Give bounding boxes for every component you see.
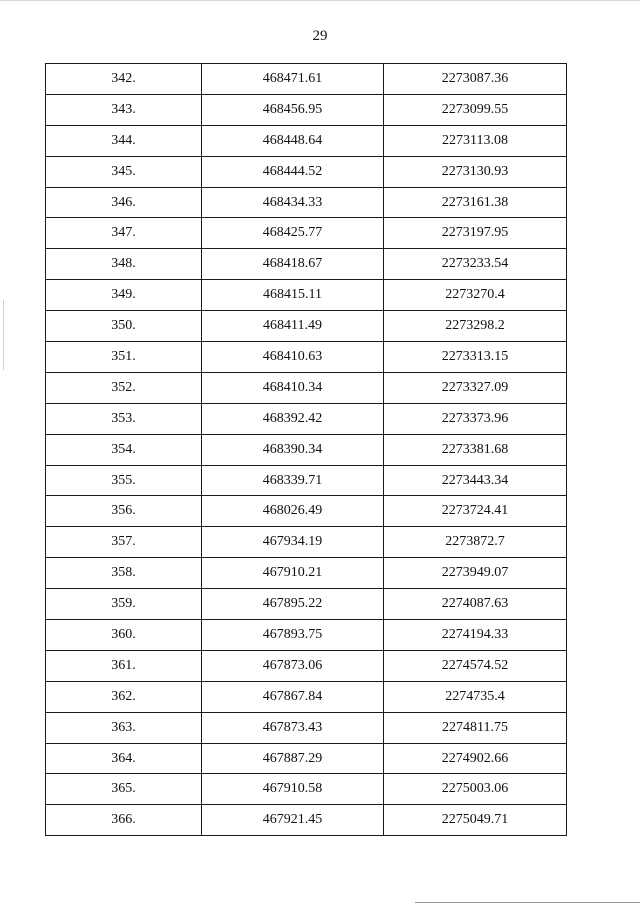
table-row <box>46 434 567 465</box>
x-coordinate-cell: 467921.45 <box>202 805 384 836</box>
x-coordinate-cell: 468411.49 <box>202 311 384 342</box>
x-coordinate-cell: 467910.21 <box>202 558 384 589</box>
table-row <box>46 681 567 712</box>
x-coordinate-cell: 468392.42 <box>202 403 384 434</box>
table-row <box>46 372 567 403</box>
x-coordinate-cell: 468390.34 <box>202 434 384 465</box>
table-row <box>46 558 567 589</box>
x-coordinate-cell: 468448.64 <box>202 125 384 156</box>
table-row <box>46 650 567 681</box>
point-number-cell: 343. <box>46 94 202 125</box>
table-row <box>46 620 567 651</box>
table-row <box>46 94 567 125</box>
y-coordinate-cell: 2273724.41 <box>384 496 567 527</box>
scan-bottom-mark <box>415 902 640 903</box>
point-number-cell: 346. <box>46 187 202 218</box>
y-coordinate-cell: 2273087.36 <box>384 64 567 95</box>
x-coordinate-cell: 467873.06 <box>202 650 384 681</box>
point-number-cell: 348. <box>46 249 202 280</box>
table-row <box>46 589 567 620</box>
point-number-cell: 355. <box>46 465 202 496</box>
y-coordinate-cell: 2274735.4 <box>384 681 567 712</box>
point-number-cell: 356. <box>46 496 202 527</box>
point-number-cell: 366. <box>46 805 202 836</box>
y-coordinate-cell: 2273113.08 <box>384 125 567 156</box>
y-coordinate-cell: 2273130.93 <box>384 156 567 187</box>
page-number: 29 <box>312 28 328 44</box>
y-coordinate-cell: 2274087.63 <box>384 589 567 620</box>
x-coordinate-cell: 468444.52 <box>202 156 384 187</box>
table-row <box>46 465 567 496</box>
y-coordinate-cell: 2273233.54 <box>384 249 567 280</box>
table-row <box>46 403 567 434</box>
x-coordinate-cell: 467873.43 <box>202 712 384 743</box>
point-number-cell: 352. <box>46 372 202 403</box>
x-coordinate-cell: 468415.11 <box>202 280 384 311</box>
table-row <box>46 125 567 156</box>
table-row <box>46 280 567 311</box>
point-number-cell: 354. <box>46 434 202 465</box>
x-coordinate-cell: 467893.75 <box>202 620 384 651</box>
table-row <box>46 805 567 836</box>
table-row <box>46 156 567 187</box>
table-row <box>46 342 567 373</box>
x-coordinate-cell: 467910.58 <box>202 774 384 805</box>
y-coordinate-cell: 2273197.95 <box>384 218 567 249</box>
point-number-cell: 359. <box>46 589 202 620</box>
point-number-cell: 351. <box>46 342 202 373</box>
x-coordinate-cell: 468410.63 <box>202 342 384 373</box>
x-coordinate-cell: 468434.33 <box>202 187 384 218</box>
table-row <box>46 712 567 743</box>
table-row <box>46 774 567 805</box>
y-coordinate-cell: 2273327.09 <box>384 372 567 403</box>
point-number-cell: 350. <box>46 311 202 342</box>
y-coordinate-cell: 2275049.71 <box>384 805 567 836</box>
x-coordinate-cell: 467887.29 <box>202 743 384 774</box>
y-coordinate-cell: 2273270.4 <box>384 280 567 311</box>
table-row <box>46 311 567 342</box>
y-coordinate-cell: 2273373.96 <box>384 403 567 434</box>
point-number-cell: 362. <box>46 681 202 712</box>
y-coordinate-cell: 2273298.2 <box>384 311 567 342</box>
point-number-cell: 345. <box>46 156 202 187</box>
x-coordinate-cell: 467895.22 <box>202 589 384 620</box>
y-coordinate-cell: 2273872.7 <box>384 527 567 558</box>
table-row <box>46 218 567 249</box>
scan-margin-mark <box>3 300 4 370</box>
x-coordinate-cell: 468410.34 <box>202 372 384 403</box>
point-number-cell: 358. <box>46 558 202 589</box>
page-top-edge <box>0 0 640 1</box>
y-coordinate-cell: 2273161.38 <box>384 187 567 218</box>
point-number-cell: 364. <box>46 743 202 774</box>
table-row <box>46 527 567 558</box>
coordinates-table <box>45 63 567 836</box>
y-coordinate-cell: 2274902.66 <box>384 743 567 774</box>
x-coordinate-cell: 467934.19 <box>202 527 384 558</box>
x-coordinate-cell: 468456.95 <box>202 94 384 125</box>
point-number-cell: 342. <box>46 64 202 95</box>
y-coordinate-cell: 2273443.34 <box>384 465 567 496</box>
table-row <box>46 249 567 280</box>
table-row <box>46 187 567 218</box>
x-coordinate-cell: 468425.77 <box>202 218 384 249</box>
x-coordinate-cell: 467867.84 <box>202 681 384 712</box>
x-coordinate-cell: 468418.67 <box>202 249 384 280</box>
table-row <box>46 64 567 95</box>
coordinates-table-body <box>46 64 567 836</box>
x-coordinate-cell: 468339.71 <box>202 465 384 496</box>
table-row <box>46 496 567 527</box>
point-number-cell: 344. <box>46 125 202 156</box>
table-row <box>46 743 567 774</box>
y-coordinate-cell: 2273313.15 <box>384 342 567 373</box>
y-coordinate-cell: 2273949.07 <box>384 558 567 589</box>
point-number-cell: 365. <box>46 774 202 805</box>
x-coordinate-cell: 468026.49 <box>202 496 384 527</box>
y-coordinate-cell: 2274194.33 <box>384 620 567 651</box>
y-coordinate-cell: 2275003.06 <box>384 774 567 805</box>
point-number-cell: 363. <box>46 712 202 743</box>
y-coordinate-cell: 2274574.52 <box>384 650 567 681</box>
point-number-cell: 347. <box>46 218 202 249</box>
point-number-cell: 360. <box>46 620 202 651</box>
x-coordinate-cell: 468471.61 <box>202 64 384 95</box>
point-number-cell: 353. <box>46 403 202 434</box>
y-coordinate-cell: 2273099.55 <box>384 94 567 125</box>
y-coordinate-cell: 2274811.75 <box>384 712 567 743</box>
point-number-cell: 357. <box>46 527 202 558</box>
y-coordinate-cell: 2273381.68 <box>384 434 567 465</box>
point-number-cell: 349. <box>46 280 202 311</box>
point-number-cell: 361. <box>46 650 202 681</box>
